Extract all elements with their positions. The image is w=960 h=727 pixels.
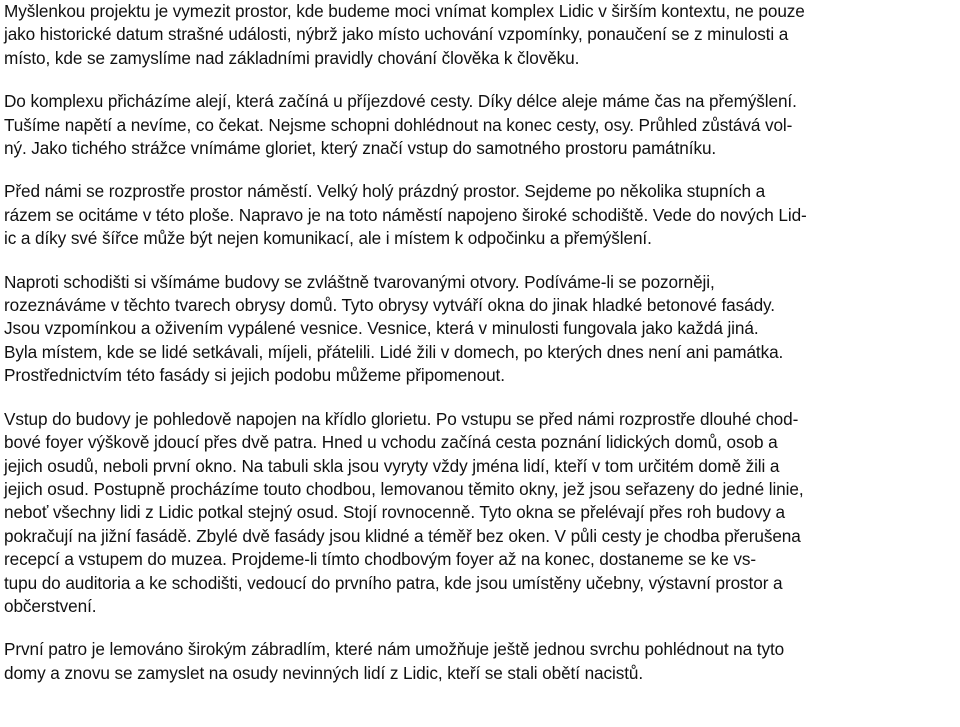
text-line: Byla místem, kde se lidé setkávali, míjeli, přátelili. Lidé žili v domech, po kterých dnes není ani památka.: [4, 341, 784, 362]
text-line: pokračují na jižní fasádě. Zbylé dvě fasády jsou klidné a téměř bez oken. V půli cesty je chodba přerušena: [4, 525, 801, 546]
text-line: Před námi se rozprostře prostor náměstí. Velký holý prázdný prostor. Sejdeme po několika stupních a: [4, 181, 766, 202]
text-line: rozeznáváme v těchto tvarech obrysy domů. Tyto obrysy vytváří okna do jinak hladké betonové fasády.: [4, 295, 775, 316]
text-line: jejich osud. Postupně procházíme touto chodbou, lemovanou těmito okny, jež jsou seřazeny do jedné linie,: [4, 478, 804, 499]
paragraph-entrance: [4, 408, 956, 619]
paragraph-gap: [4, 388, 956, 408]
paragraph-alley: [4, 90, 956, 160]
text-line: domy a znovu se zamyslet na osudy nevinných lidí z Lidic, kteří se stali obětí nacistů.: [4, 662, 644, 683]
text-line: jako historické datum strašné události, nýbrž jako místo uchování vzpomínky, ponaučení se z minulosti a: [4, 24, 789, 45]
text-line: Jsou vzpomínkou a oživením vypálené vesnice. Vesnice, která v minulosti fungovala jako každá jiná.: [4, 318, 759, 339]
text-line: rázem se ocitáme v této ploše. Napravo je na toto náměstí napojeno široké schodiště. Vede do nových Lid-: [4, 204, 807, 225]
paragraph-first-floor: [4, 638, 956, 685]
text-line: ný. Jako tichého strážce vnímáme gloriet, který značí vstup do samotného prostoru památníku.: [4, 138, 717, 159]
text-line: občerstvení.: [4, 595, 97, 616]
text-line: Do komplexu přicházíme alejí, která začíná u příjezdové cesty. Díky délce aleje máme čas na přemýšlení.: [4, 91, 797, 112]
text-line: bové foyer výškově jdoucí přes dvě patra. Hned u vchodu začíná cesta poznání lidických domů, osob a: [4, 432, 778, 453]
paragraph-square: [4, 180, 956, 250]
text-line: První patro je lemováno širokým zábradlím, které nám umožňuje ještě jednou svrchu pohlédnout na tyto: [4, 639, 785, 660]
paragraph-facade: [4, 271, 956, 388]
text-line: tupu do auditoria a ke schodišti, vedoucí do prvního patra, kde jsou umístěny učebny, výstavní prostor a: [4, 572, 783, 593]
text-line: Vstup do budovy je pohledově napojen na křídlo glorietu. Po vstupu se před námi rozprostře dlouhé chod-: [4, 408, 799, 429]
text-line: recepcí a vstupem do muzea. Projdeme-li tímto chodbovým foyer až na konec, dostaneme se ke vs-: [4, 549, 756, 570]
text-line: Naproti schodišti si všímáme budovy se zvláštně tvarovanými otvory. Podíváme-li se pozorněji,: [4, 271, 715, 292]
text-line: Prostřednictvím této fasády si jejich podobu můžeme připomenout.: [4, 365, 505, 386]
text-line: neboť všechny lidi z Lidic potkal stejný osud. Stojí rovnocenně. Tyto okna se přelévají přes roh budovy a: [4, 502, 785, 523]
text-line: Tušíme napětí a nevíme, co čekat. Nejsme schopni dohlédnout na konec cesty, osy. Průhled zůstává vol-: [4, 114, 793, 135]
paragraph-gap: [4, 618, 956, 638]
document-page: [4, 0, 956, 685]
text-line: ic a díky své šířce může být nejen komunikací, ale i místem k odpočinku a přemýšlení.: [4, 228, 652, 249]
text-line: místo, kde se zamyslíme nad základními pravidly chování člověka k člověku.: [4, 47, 580, 68]
text-line: jejich osudů, neboli první okno. Na tabuli skla jsou vyryty vždy jména lidí, kteří v tom určitém domě žili a: [4, 455, 780, 476]
paragraph-gap: [4, 251, 956, 271]
paragraph-gap: [4, 160, 956, 180]
paragraph-intro: [4, 0, 956, 70]
paragraph-gap: [4, 70, 956, 90]
text-line: Myšlenkou projektu je vymezit prostor, kde budeme moci vnímat komplex Lidic v širším kontextu, ne pouze: [4, 1, 805, 21]
